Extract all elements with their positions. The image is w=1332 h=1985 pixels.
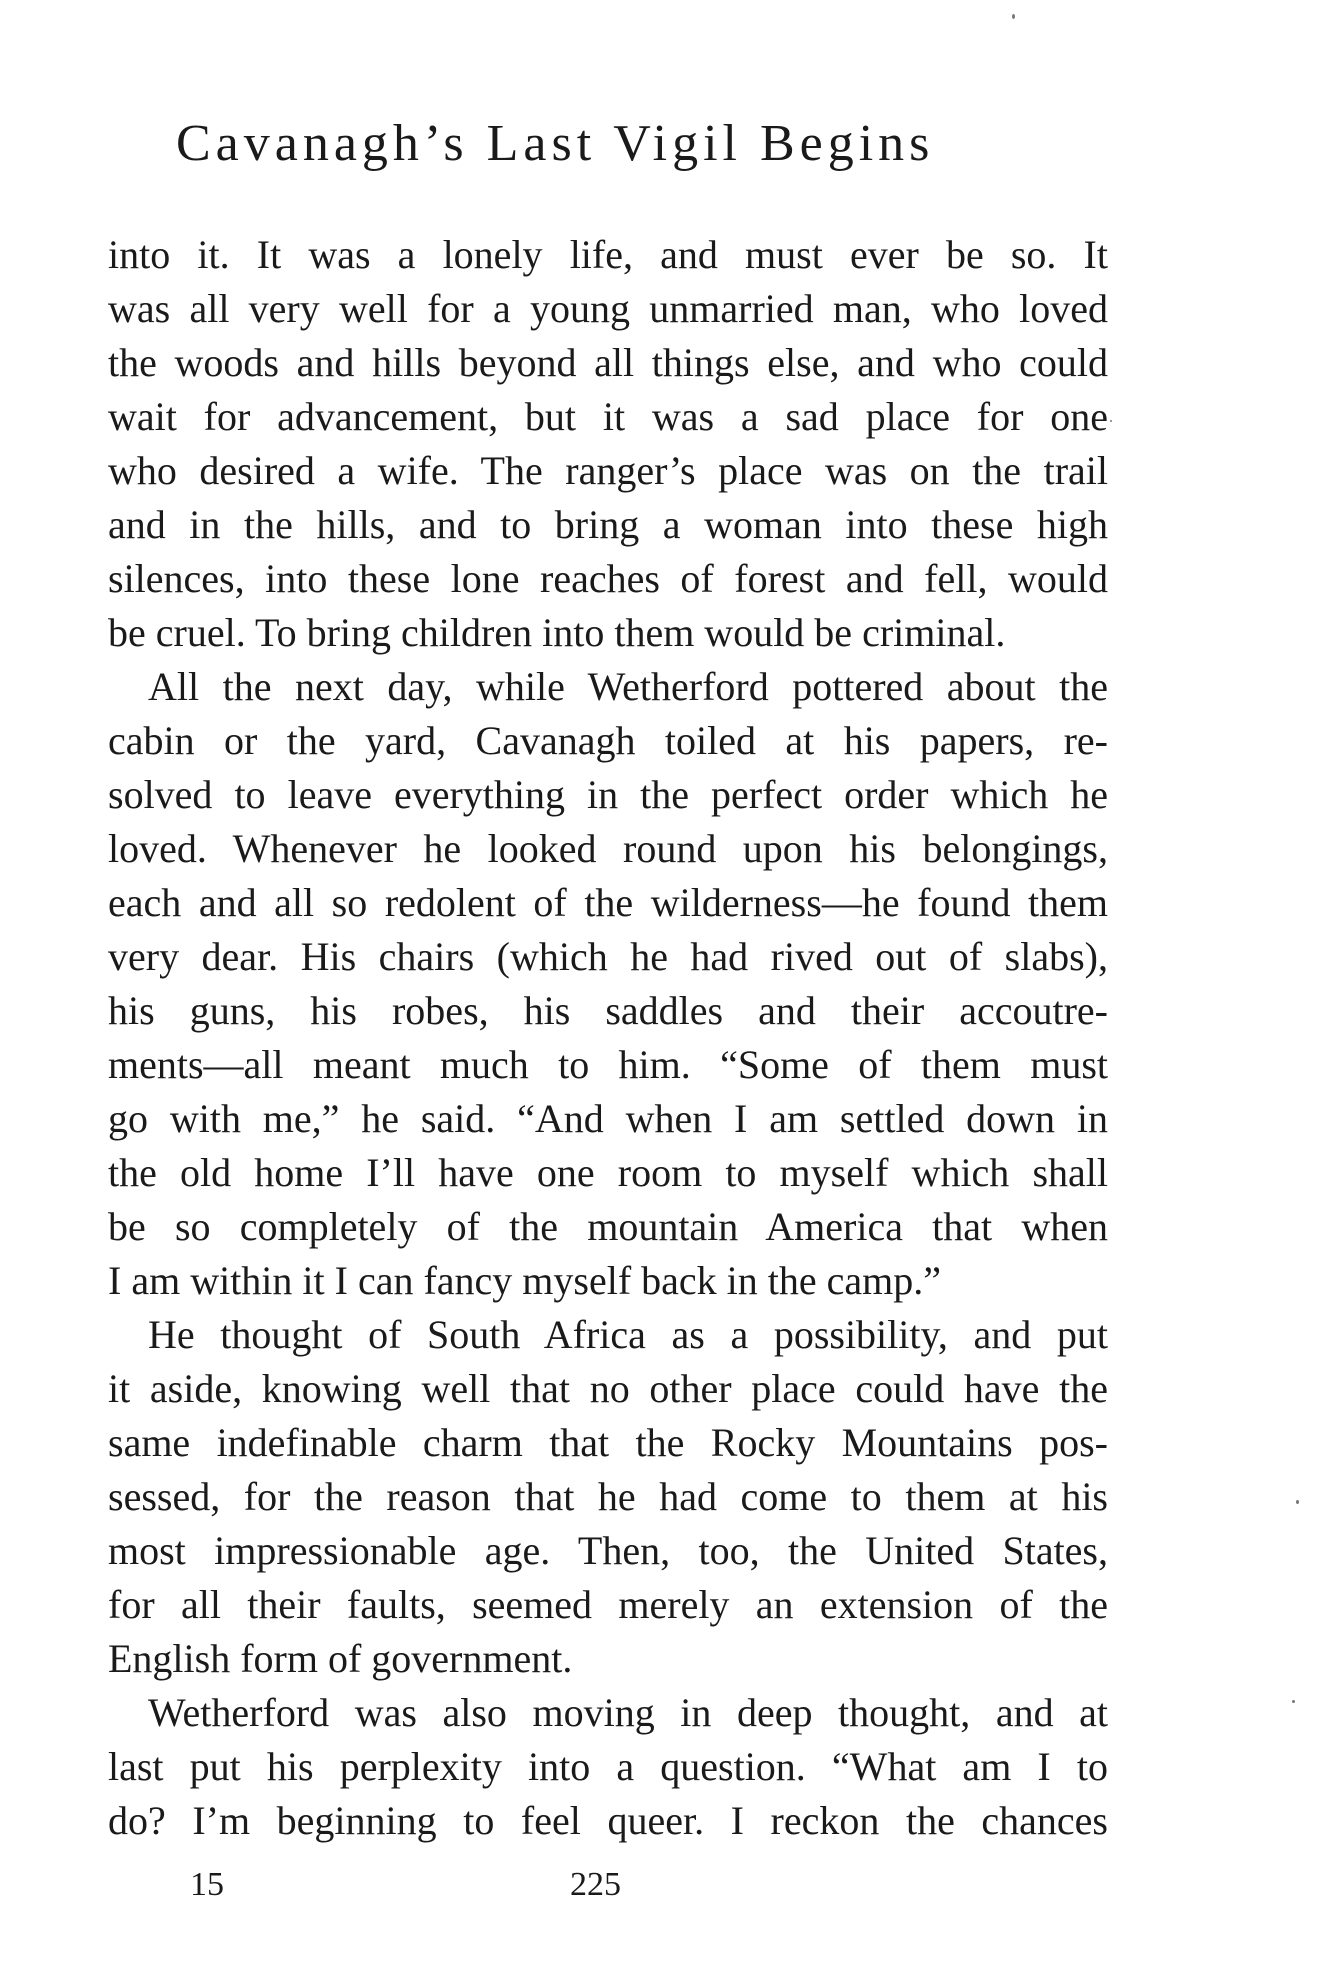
- text-line: English form of government.: [108, 1636, 573, 1681]
- text-line: and in the hills, and to bring a woman into these high: [108, 502, 1108, 547]
- text-line: the old home I’ll have one room to myself which shall: [108, 1150, 1108, 1195]
- running-head: Cavanagh’s Last Vigil Begins: [176, 115, 935, 172]
- scan-speck: [1296, 1500, 1299, 1504]
- text-line: the woods and hills beyond all things else, and who could: [108, 340, 1108, 385]
- text-line: silences, into these lone reaches of forest and fell, would: [108, 556, 1108, 601]
- text-line: who desired a wife. The ranger’s place was on the trail: [108, 448, 1108, 493]
- scan-speck: [1110, 420, 1112, 422]
- text-line: ments—all meant much to him. “Some of them must: [108, 1042, 1108, 1087]
- text-line: be so completely of the mountain America that when: [108, 1204, 1108, 1249]
- signature-mark: 15: [190, 1866, 224, 1903]
- text-line: He thought of South Africa as a possibility, and put: [148, 1312, 1108, 1357]
- text-line: very dear. His chairs (which he had rived out of slabs),: [108, 934, 1108, 979]
- text-line: I am within it I can fancy myself back in the camp.”: [108, 1258, 942, 1303]
- text-line: was all very well for a young unmarried man, who loved: [108, 286, 1108, 331]
- text-line: loved. Whenever he looked round upon his belongings,: [108, 826, 1108, 871]
- text-line: do? I’m beginning to feel queer. I reckon the chances: [108, 1798, 1108, 1843]
- text-line: each and all so redolent of the wilderness—he found them: [108, 880, 1108, 925]
- text-line: Wetherford was also moving in deep thought, and at: [148, 1690, 1108, 1735]
- text-line: his guns, his robes, his saddles and their accoutre-: [108, 988, 1108, 1033]
- text-line: wait for advancement, but it was a sad place for one: [108, 394, 1108, 439]
- text-line: most impressionable age. Then, too, the United States,: [108, 1528, 1108, 1573]
- text-line: cabin or the yard, Cavanagh toiled at his papers, re-: [108, 718, 1108, 763]
- scan-speck: [1292, 1700, 1295, 1703]
- text-line: last put his perplexity into a question. “What am I to: [108, 1744, 1108, 1789]
- scan-speck: [1012, 14, 1015, 19]
- page-number: 225: [570, 1866, 621, 1903]
- text-line: solved to leave everything in the perfect order which he: [108, 772, 1108, 817]
- text-line: sessed, for the reason that he had come to them at his: [108, 1474, 1108, 1519]
- text-line: for all their faults, seemed merely an extension of the: [108, 1582, 1108, 1627]
- text-line: same indefinable charm that the Rocky Mountains pos-: [108, 1420, 1108, 1465]
- text-line: All the next day, while Wetherford pottered about the: [148, 664, 1108, 709]
- text-line: be cruel. To bring children into them would be criminal.: [108, 610, 1006, 655]
- text-line: go with me,” he said. “And when I am settled down in: [108, 1096, 1108, 1141]
- body-text: [108, 228, 1108, 1848]
- text-line: into it. It was a lonely life, and must ever be so. It: [108, 232, 1108, 277]
- text-line: it aside, knowing well that no other place could have the: [108, 1366, 1108, 1411]
